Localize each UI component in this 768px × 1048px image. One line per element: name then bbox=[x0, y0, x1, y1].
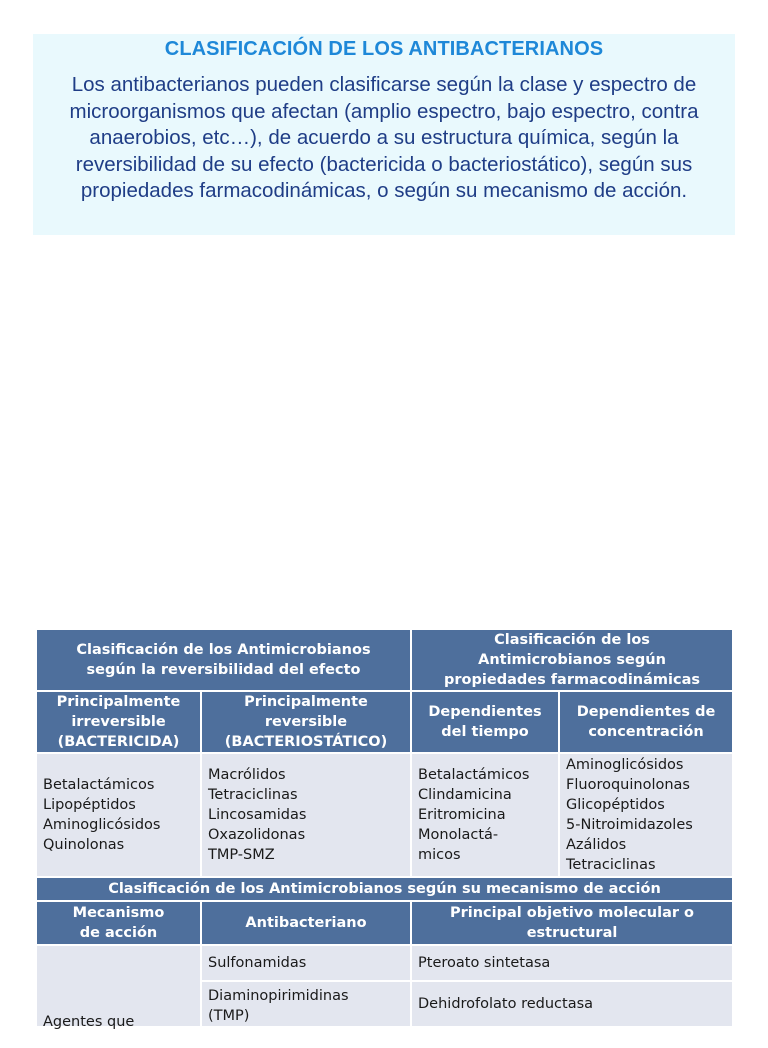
list-item: 5-Nitroimidazoles bbox=[566, 817, 693, 833]
col-header-line: concentración bbox=[588, 724, 704, 740]
antibacterial-name: (TMP) bbox=[208, 1008, 250, 1024]
intro-paragraph: Los antibacterianos pueden clasificarse según la clase y espectro de microorganismos que afectan (amplio espectro, bajo espectro, contra anaerobios, etc…), de acuerdo a su estructura química, según la reversibilidad de su efecto (bactericida o bacteriostático), según sus propiedades farmacodinámicas, o según su mecanismo de acción. bbox=[69, 73, 699, 202]
cell-target: Dehidrofolato reductasa bbox=[411, 981, 732, 1027]
list-item: Tetraciclinas bbox=[208, 787, 298, 803]
cell-target: Pteroato sintetasa bbox=[411, 945, 732, 981]
col-header-line: (BACTERICIDA) bbox=[57, 734, 180, 750]
col-header-line: Principalmente bbox=[56, 694, 181, 710]
col-header-line: Principalmente bbox=[244, 694, 368, 710]
col-header-line: reversible bbox=[264, 714, 348, 730]
cell-bactericidal-list bbox=[36, 753, 201, 877]
intro-box bbox=[33, 34, 735, 235]
col-header-time-dependent bbox=[411, 691, 559, 753]
header-mechanism-section: Clasificación de los Antimicrobianos según su mecanismo de acción bbox=[36, 877, 732, 901]
col-header-line: de acción bbox=[79, 925, 158, 941]
list-item: Macrólidos bbox=[208, 767, 286, 783]
classification-table bbox=[35, 628, 732, 1028]
list-item: Betalactámicos bbox=[418, 767, 530, 783]
mechanism-label: Agentes que bbox=[43, 1014, 135, 1030]
list-item: Fluoroquinolonas bbox=[566, 777, 690, 793]
col-header-target bbox=[411, 901, 732, 945]
col-header-line: Mecanismo bbox=[72, 905, 165, 921]
col-header-antibacterial: Antibacteriano bbox=[201, 901, 411, 945]
classification-table-container bbox=[35, 628, 732, 1048]
header-pharmacodynamic: Clasificación de los Antimicrobianos según propiedades farmacodinámicas bbox=[411, 629, 732, 691]
cell-bacteriostatic-list bbox=[201, 753, 411, 877]
col-header-concentration-dependent bbox=[559, 691, 732, 753]
list-item: Aminoglicósidos bbox=[43, 817, 161, 833]
antibacterial-name: Sulfonamidas bbox=[208, 955, 307, 971]
list-item: Lipopéptidos bbox=[43, 797, 136, 813]
list-item: TMP-SMZ bbox=[208, 847, 275, 863]
list-item: Azálidos bbox=[566, 837, 627, 853]
list-item: Clindamicina bbox=[418, 787, 512, 803]
cell-antibacterial bbox=[201, 981, 411, 1027]
col-header-line: Dependientes bbox=[428, 704, 542, 720]
col-header-irreversible bbox=[36, 691, 201, 753]
col-header-line: del tiempo bbox=[441, 724, 529, 740]
list-item: Glicopéptidos bbox=[566, 797, 665, 813]
page-title: CLASIFICACIÓN DE LOS ANTIBACTERIANOS bbox=[164, 38, 604, 60]
cell-time-dependent-list bbox=[411, 753, 559, 877]
list-item: Eritromicina bbox=[418, 807, 506, 823]
cell-antibacterial bbox=[201, 945, 411, 981]
list-item: Quinolonas bbox=[43, 837, 125, 853]
cell-mechanism-group bbox=[36, 945, 201, 1030]
list-item: Tetraciclinas bbox=[566, 857, 656, 873]
list-item: Monolactá- bbox=[418, 827, 499, 843]
col-header-mechanism bbox=[36, 901, 201, 945]
list-item: Betalactámicos bbox=[43, 777, 155, 793]
col-header-reversible bbox=[201, 691, 411, 753]
col-header-line: (BACTERIOSTÁTICO) bbox=[224, 734, 388, 750]
antibacterial-name: Diaminopirimidinas bbox=[208, 988, 349, 1004]
header-reversibility: Clasificación de los Antimicrobianos según la reversibilidad del efecto bbox=[36, 629, 411, 691]
cell-concentration-dependent-list bbox=[559, 753, 732, 877]
col-header-line: Dependientes de bbox=[576, 704, 716, 720]
list-item: micos bbox=[418, 847, 461, 863]
col-header-line: estructural bbox=[526, 925, 618, 941]
col-header-line: Principal objetivo molecular o bbox=[449, 905, 695, 921]
col-header-line: irreversible bbox=[71, 714, 166, 730]
list-item: Oxazolidonas bbox=[208, 827, 306, 843]
list-item: Aminoglicósidos bbox=[566, 757, 684, 773]
table-row bbox=[36, 945, 732, 981]
list-item: Lincosamidas bbox=[208, 807, 307, 823]
